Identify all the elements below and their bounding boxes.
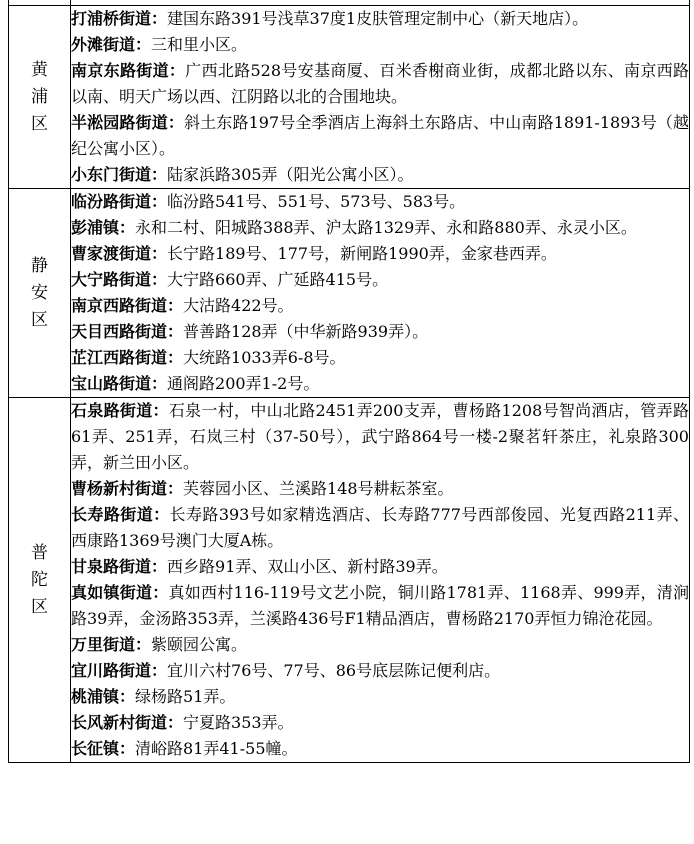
street-name: 彭浦镇： bbox=[71, 218, 136, 237]
street-name: 半淞园路街道： bbox=[71, 113, 185, 132]
street-name: 宝山路街道： bbox=[71, 374, 168, 393]
location-entry bbox=[71, 476, 689, 502]
location-entry bbox=[71, 58, 689, 110]
street-name: 南京西路街道： bbox=[71, 296, 184, 315]
street-name: 打浦桥街道： bbox=[71, 9, 168, 28]
location-entry bbox=[71, 215, 689, 241]
district-table bbox=[8, 0, 690, 763]
location-entry bbox=[71, 710, 689, 736]
street-name: 宜川路街道： bbox=[71, 661, 168, 680]
places-text: 普善路128弄（中华新路939弄）。 bbox=[183, 322, 429, 341]
district-name: 静安区 bbox=[31, 255, 48, 330]
district-content-cell bbox=[71, 398, 690, 763]
street-name: 万里街道： bbox=[71, 635, 152, 654]
places-text: 永和二村、阳城路388弄、沪太路1329弄、永和路880弄、永灵小区。 bbox=[135, 218, 637, 237]
location-entry bbox=[71, 241, 689, 267]
places-text: 长宁路189号、177号，新闸路1990弄，金家巷西弄。 bbox=[167, 244, 557, 263]
places-text: 真如西村116-119号文艺小院，铜川路1781弄、1168弄、999弄，清涧路39弄，金汤路353弄，兰溪路436号F1精品酒店，曹杨路2170弄恒力锦沧花园。 bbox=[71, 583, 689, 628]
places-text: 芙蓉园小区、兰溪路148号耕耘茶室。 bbox=[183, 479, 454, 498]
places-text: 建国东路391号浅草37度1皮肤管理定制中心（新天地店）。 bbox=[167, 9, 589, 28]
district-row bbox=[9, 6, 690, 189]
street-name: 外滩街道： bbox=[71, 35, 152, 54]
street-name: 芷江西路街道： bbox=[71, 348, 184, 367]
places-text: 大统路1033弄6-8号。 bbox=[183, 348, 346, 367]
places-text: 广西北路528号安基商厦、百米香榭商业街，成都北路以东、南京西路以南、明天广场以西、江阴路以北的合围地块。 bbox=[71, 61, 689, 106]
location-entry bbox=[71, 293, 689, 319]
location-entry bbox=[71, 502, 689, 554]
places-text: 宁夏路353弄。 bbox=[183, 713, 294, 732]
location-entry bbox=[71, 371, 689, 397]
places-text: 石泉一村，中山北路2451弄200支弄，曹杨路1208号智尚酒店，管弄路61弄、251弄，石岚三村（37-50号），武宁路864号一楼-2聚茗轩茶庄，礼泉路300弄，新兰田小区。 bbox=[71, 401, 689, 472]
street-name: 南京东路街道： bbox=[71, 61, 186, 80]
location-entry bbox=[71, 580, 689, 632]
street-name: 天目西路街道： bbox=[71, 322, 184, 341]
places-text: 斜土东路197号全季酒店上海斜土东路店、中山南路1891-1893号（越纪公寓小区）。 bbox=[71, 113, 689, 158]
district-cell bbox=[9, 6, 71, 189]
street-name: 真如镇街道： bbox=[71, 583, 169, 602]
location-entry bbox=[71, 345, 689, 371]
places-text: 大宁路660弄、广延路415号。 bbox=[167, 270, 389, 289]
district-content-cell bbox=[71, 6, 690, 189]
location-entry bbox=[71, 162, 689, 188]
district-name: 黄浦区 bbox=[31, 59, 48, 134]
district-row bbox=[9, 398, 690, 763]
location-entry bbox=[71, 398, 689, 476]
places-text: 紫颐园公寓。 bbox=[151, 635, 248, 654]
street-name: 曹家渡街道： bbox=[71, 244, 168, 263]
street-name: 甘泉路街道： bbox=[71, 557, 168, 576]
location-entry bbox=[71, 554, 689, 580]
location-entry bbox=[71, 632, 689, 658]
places-text: 长寿路393号如家精选酒店、长寿路777号西部俊园、光复西路211弄、西康路1369号澳门大厦A栋。 bbox=[71, 505, 689, 550]
location-entry bbox=[71, 319, 689, 345]
places-text: 宜川六村76号、77号、86号底层陈记便利店。 bbox=[167, 661, 501, 680]
location-entry bbox=[71, 658, 689, 684]
district-row bbox=[9, 189, 690, 398]
places-text: 清峪路81弄41-55幢。 bbox=[135, 739, 298, 758]
street-name: 小东门街道： bbox=[71, 165, 168, 184]
district-cell bbox=[9, 189, 71, 398]
places-text: 西乡路91弄、双山小区、新村路39弄。 bbox=[167, 557, 448, 576]
location-entry bbox=[71, 110, 689, 162]
places-text: 陆家浜路305弄（阳光公寓小区）。 bbox=[167, 165, 414, 184]
street-name: 临汾路街道： bbox=[71, 192, 168, 211]
street-name: 桃浦镇： bbox=[71, 687, 136, 706]
street-name: 长风新村街道： bbox=[71, 713, 184, 732]
location-entry bbox=[71, 267, 689, 293]
street-name: 大宁路街道： bbox=[71, 270, 168, 289]
location-entry bbox=[71, 32, 689, 58]
location-entry bbox=[71, 736, 689, 762]
district-cell bbox=[9, 398, 71, 763]
street-name: 长寿路街道： bbox=[71, 505, 170, 524]
street-name: 石泉路街道： bbox=[71, 401, 169, 420]
location-entry bbox=[71, 684, 689, 710]
places-text: 临汾路541号、551号、573号、583号。 bbox=[167, 192, 466, 211]
places-text: 绿杨路51弄。 bbox=[135, 687, 236, 706]
places-text: 通阁路200弄1-2号。 bbox=[167, 374, 320, 393]
places-text: 大沽路422号。 bbox=[183, 296, 294, 315]
street-name: 长征镇： bbox=[71, 739, 136, 758]
location-entry bbox=[71, 189, 689, 215]
street-name: 曹杨新村街道： bbox=[71, 479, 184, 498]
district-name: 普陀区 bbox=[31, 542, 48, 617]
table-body bbox=[9, 0, 690, 763]
district-content-cell bbox=[71, 189, 690, 398]
places-text: 三和里小区。 bbox=[151, 35, 248, 54]
location-entry bbox=[71, 6, 689, 32]
